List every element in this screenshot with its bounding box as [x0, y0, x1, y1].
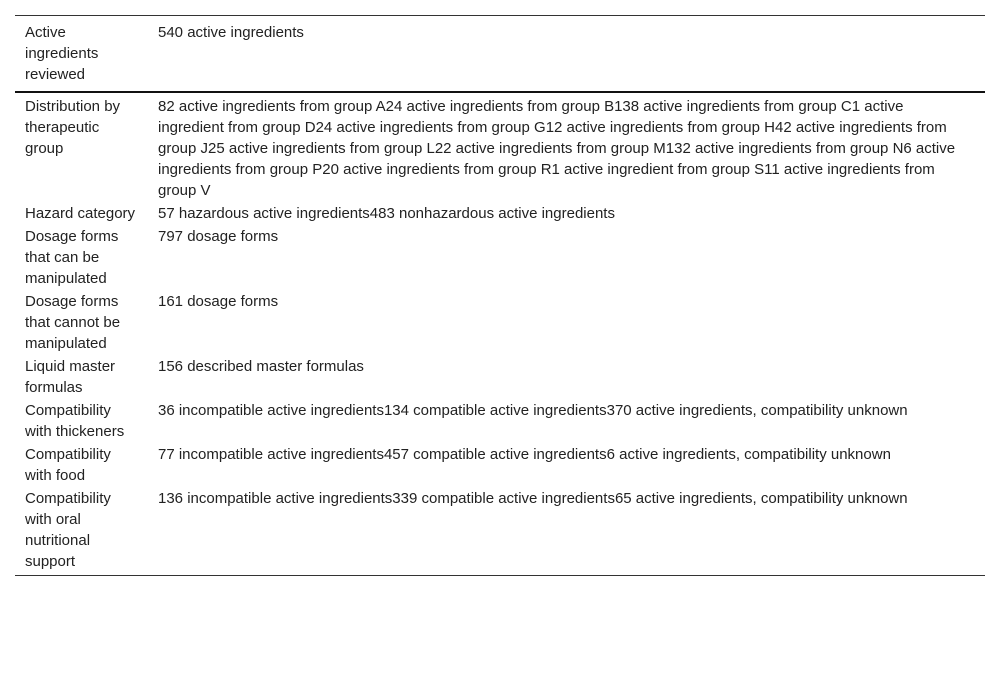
row-value: 136 incompatible active ingredients339 compatible active ingredients65 active ingredients, compatibility unknown	[148, 487, 985, 576]
table-row	[15, 290, 985, 355]
row-label: Hazard category	[25, 205, 136, 222]
table-row	[15, 92, 985, 202]
table-row	[15, 443, 985, 487]
row-label: Compatibility with food	[25, 446, 111, 484]
row-value: 77 incompatible active ingredients457 compatible active ingredients6 active ingredients, compatibility unknown	[158, 446, 891, 463]
table-row	[15, 355, 985, 399]
row-value: 156 described master formulas	[158, 358, 364, 375]
table-row	[15, 202, 985, 225]
row-label: Distribution by therapeutic group	[25, 98, 121, 157]
header-row	[15, 16, 985, 93]
row-label: Dosage forms that cannot be manipulated	[25, 293, 121, 352]
row-value: 36 incompatible active ingredients134 compatible active ingredients370 active ingredients, compatibility unknown	[158, 402, 908, 419]
row-label: Liquid master formulas	[25, 358, 116, 396]
row-label: Dosage forms that can be manipulated	[25, 228, 119, 287]
table-row	[15, 225, 985, 290]
header-value-cell: 540 active ingredients	[148, 16, 985, 93]
row-value: 797 dosage forms	[158, 228, 279, 245]
ingredients-summary-table	[15, 15, 985, 576]
table-header	[15, 16, 985, 93]
row-value: 57 hazardous active ingredients483 nonhazardous active ingredients	[158, 205, 615, 222]
header-label-cell: Active ingredients reviewed	[15, 16, 148, 93]
row-label: Compatibility with thickeners	[25, 402, 125, 440]
data-table-container	[15, 15, 985, 576]
row-value: 161 dosage forms	[158, 293, 279, 310]
row-value: 82 active ingredients from group A24 active ingredients from group B138 active ingredients from group C1 active ingredient from group D24 active ingredients from group G12 active ingredients from group H42 active ingredients from group J25 active ingredients from group L22 active ingredients from group M132 active ingredients from group N6 active ingredients from group P20 active ingredients from group R1 active ingredient from group S11 active ingredients from group V	[158, 98, 956, 199]
table-row	[15, 399, 985, 443]
table-body	[15, 92, 985, 576]
table-row	[15, 487, 985, 576]
row-label: Compatibility with oral nutritional support	[15, 487, 148, 576]
